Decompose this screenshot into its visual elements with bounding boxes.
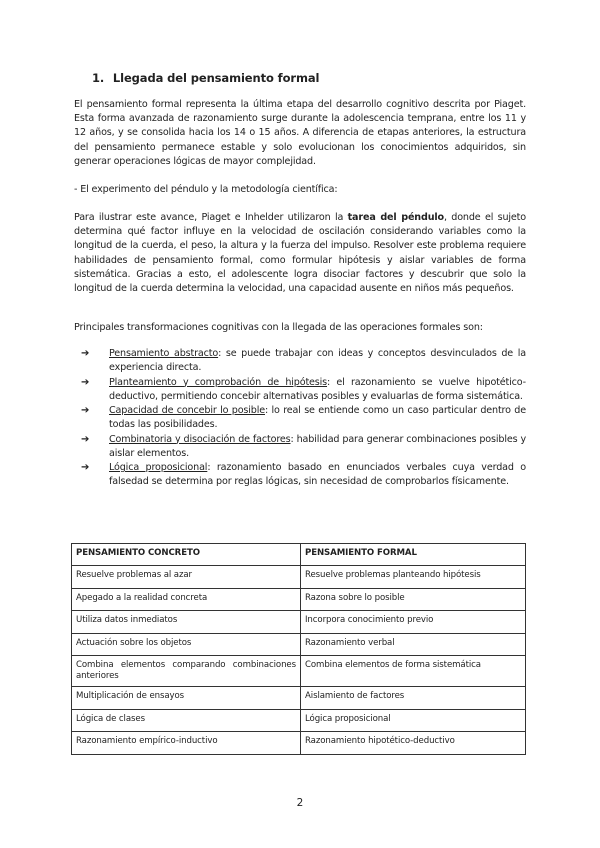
list-item-text: : lo real se entiende como un caso particular dentro de todas las posibilidades. (109, 405, 526, 430)
cell-formal: Razona sobre lo posible (301, 588, 526, 611)
cell-formal: Razonamiento hipotético-deductivo (301, 732, 526, 755)
header-concrete: PENSAMIENTO CONCRETO (72, 544, 301, 566)
list-item (74, 433, 526, 461)
arrow-bullet-icon: ➔ (81, 405, 90, 416)
arrow-bullet-icon: ➔ (81, 376, 90, 388)
table-row (72, 732, 526, 755)
cell-concrete: Resuelve problemas al azar (72, 566, 301, 589)
transformations-list (74, 347, 526, 490)
list-item-term: Capacidad de concebir lo posible (109, 405, 265, 416)
table-row (72, 656, 526, 687)
header-formal: PENSAMIENTO FORMAL (301, 544, 526, 566)
section-heading (92, 71, 319, 85)
table-body (72, 566, 526, 755)
list-item-text: : se puede trabajar con ideas y conceptos desvinculados de la experiencia directa. (109, 348, 527, 373)
list-item-term: Planteamiento y comprobación de hipótesis (109, 376, 328, 388)
list-item-term: Lógica proposicional (109, 462, 208, 473)
pendulum-task-term: tarea del péndulo (347, 212, 444, 223)
pendulum-text-end: , donde el sujeto determina qué factor influye en la velocidad de oscilación considerando variables como la longitud de la cuerda, el peso, la altura y la fuerza del impulso. Resolver este problema requiere habilidades de pensamiento formal, como formular hipótesis y aislar variables de forma sistemática. Gracias a esto, el adolescente logra disociar factores y descubrir que solo la longitud de la cuerda determina la velocidad, una capacidad ausente en niños más pequeños. (74, 212, 526, 295)
pendulum-text-start: Para ilustrar este avance, Piaget e Inhelder utilizaron la (74, 212, 348, 223)
list-item-term: Pensamiento abstracto (109, 348, 219, 359)
cell-concrete: Apegado a la realidad concreta (72, 588, 301, 611)
cell-concrete: Multiplicación de ensayos (72, 687, 301, 710)
intro-paragraph: El pensamiento formal representa la última etapa del desarrollo cognitivo descrita por Piaget. Esta forma avanzada de razonamiento surge durante la adolescencia temprana, entre los 11 y 12 años, y se consolida hacia los 14 o 15 años. A diferencia de etapas anteriores, la estructura del pensamiento permanece estable y solo evolucionan los conocimientos adquiridos, sin generar operaciones lógicas de mayor complejidad. (74, 99, 526, 167)
table-row (72, 687, 526, 710)
cell-concrete: Lógica de clases (72, 709, 301, 732)
table-row (72, 633, 526, 656)
arrow-bullet-icon: ➔ (81, 433, 90, 445)
table-row (72, 588, 526, 611)
section-number: 1. (92, 71, 105, 85)
transformations-intro: Principales transformaciones cognitivas con la llegada de las operaciones formales son: (74, 322, 483, 333)
list-item-term: Combinatoria y disociación de factores (109, 433, 291, 445)
list-item (74, 404, 526, 432)
list-item (74, 461, 526, 489)
cell-concrete: Combina elementos comparando combinaciones anteriores (72, 656, 301, 687)
list-item-text: : razonamiento basado en enunciados verbales cuya verdad o falsedad se determina por reglas lógicas, sin necesidad de comprobarlos físicamente. (109, 462, 526, 487)
cell-concrete: Actuación sobre los objetos (72, 633, 301, 656)
cell-formal: Resuelve problemas planteando hipótesis (301, 566, 526, 589)
cell-formal: Razonamiento verbal (301, 633, 526, 656)
list-item (74, 347, 526, 375)
cell-formal: Aislamiento de factores (301, 687, 526, 710)
list-item-text: : habilidad para generar combinaciones posibles y aislar elementos. (109, 433, 526, 459)
list-item-text: : el razonamiento se vuelve hipotético-deductivo, permitiendo concebir alternativas posibles y evaluarlas de forma sistemática. (109, 376, 526, 402)
table-header-row (72, 544, 526, 566)
cell-formal: Incorpora conocimiento previo (301, 611, 526, 634)
cell-concrete: Razonamiento empírico-inductivo (72, 732, 301, 755)
page-number: 2 (296, 797, 304, 809)
cell-formal: Lógica proposicional (301, 709, 526, 732)
list-item (74, 376, 526, 404)
table-row (72, 611, 526, 634)
comparison-table (71, 543, 526, 755)
arrow-bullet-icon: ➔ (81, 462, 90, 473)
arrow-bullet-icon: ➔ (81, 348, 90, 359)
table-row (72, 566, 526, 589)
cell-formal: Combina elementos de forma sistemática (301, 656, 526, 687)
cell-concrete: Utiliza datos inmediatos (72, 611, 301, 634)
pendulum-paragraph (74, 211, 526, 296)
subsection-label: - El experimento del péndulo y la metodología científica: (74, 184, 338, 195)
section-title: Llegada del pensamiento formal (112, 71, 320, 85)
table-row (72, 709, 526, 732)
